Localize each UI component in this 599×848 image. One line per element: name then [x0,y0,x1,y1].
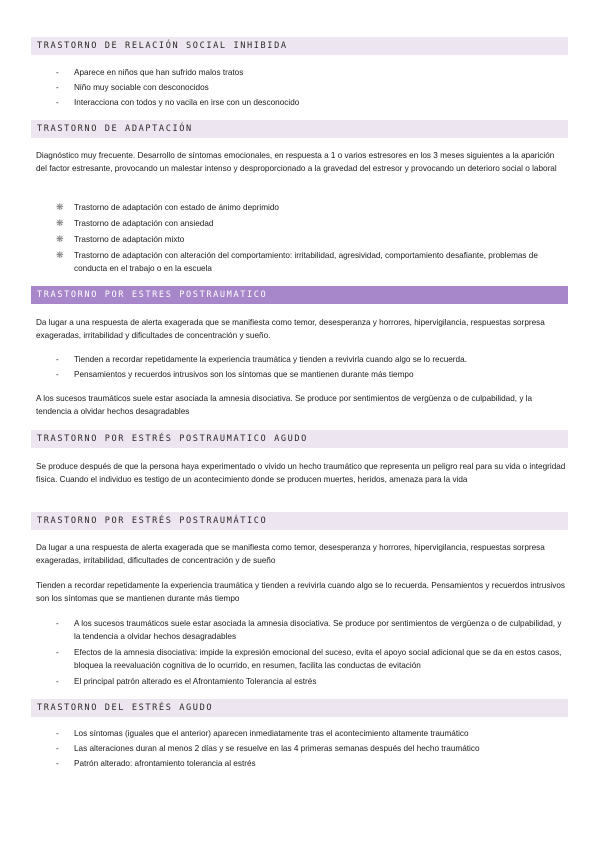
dash-bullet: - [56,759,59,768]
section-heading-relacion-social: TRASTORNO DE RELACIÓN SOCIAL INHIBIDA [31,37,568,55]
list-item-text: Los síntomas (iguales que el anterior) aparecen inmediatamente tras el acontecimiento altamente traumático [74,729,469,738]
dash-bullet: - [56,619,59,628]
list-item-text: Patrón alterado: afrontamiento tolerancia al estrés [74,759,256,768]
list-item-text: Aparece en niños que han sufrido malos tratos [74,68,244,77]
list-item [56,617,566,643]
list-item [56,353,566,366]
dash-bullet: - [56,98,59,107]
list-item-text: Trastorno de adaptación mixto [74,235,185,244]
list-item-text: A los sucesos traumáticos suele estar asociada la amnesia disociativa. Se produce por sentimientos de vergüenza o de culpabilidad, y la tendencia a olvidar hechos desagradables [74,619,562,641]
dash-bullet: - [56,677,59,686]
list-item-text: Pensamientos y recuerdos intrusivos son los síntomas que se mantienen durante más tiempo [74,370,414,379]
dash-bullet: - [56,355,59,364]
star-bullet-icon: ❋ [56,202,64,212]
list-item-text: Niño muy sociable con desconocidos [74,83,209,92]
list-item [56,81,566,94]
paragraph: Diagnóstico muy frecuente. Desarrollo de síntomas emocionales, en respuesta a 1 o varios estresores en los 3 meses siguientes a la aparición del factor estresante, provocando un malestar intenso y desproporcionado a la gravedad del estresor y provocando un deterioro social o laboral [36,151,557,173]
list-item [56,201,566,214]
list-item [56,646,566,672]
list-item [56,727,566,740]
paragraph: Da lugar a una respuesta de alerta exagerada que se manifiesta como temor, desesperanza y horrores, hipervigilancia, respuestas sorpresa exageradas, irritabilidad, dificultades de concentración y de sueño [36,543,545,565]
list-item [56,675,566,688]
paragraph: Da lugar a una respuesta de alerta exagerada que se manifiesta como temor, desesperanza y horrores, hipervigilancia, respuestas sorpresa exageradas, irritabilidad y dificultades de concentración y sueño. [36,318,545,340]
list-item [56,249,566,275]
list-item [56,233,566,246]
paragraph: Se produce después de que la persona haya experimentado o vivido un hecho traumático que representa un peligro real para su vida o integridad física. Cuando el individuo es testigo de un acontecimiento donde se producen muertes, heridos, amenaza para la vida [36,462,566,484]
star-bullet-icon: ❋ [56,218,64,228]
list-item-text: Trastorno de adaptación con alteración del comportamiento: irritabilidad, agresividad, comportamiento desafiante, problemas de conducta en el trabajo o en la escuela [74,251,538,273]
list-item [56,217,566,230]
dash-bullet: - [56,648,59,657]
list-item-text: Trastorno de adaptación con estado de ánimo deprimido [74,203,279,212]
list-item-text: Trastorno de adaptación con ansiedad [74,219,214,228]
list-item [56,742,566,755]
paragraph: Tienden a recordar repetidamente la experiencia traumática y tienden a revivirla cuando algo se lo recuerda. Pensamientos y recuerdos intrusivos son los síntomas que se mantienen durante más tiempo [36,581,565,603]
star-bullet-icon: ❋ [56,250,64,260]
list-item [56,66,566,79]
section-heading-postraumatico-agudo: TRASTORNO POR ESTRÉS POSTRAUMATICO AGUDO [31,430,568,448]
list-item-text: Las alteraciones duran al menos 2 días y se resuelve en las 4 primeras semanas después del hecho traumático [74,744,480,753]
section-heading-estres-postraumatico-2: TRASTORNO POR ESTRÉS POSTRAUMÁTICO [31,512,568,530]
star-bullet-icon: ❋ [56,234,64,244]
section-heading-adaptacion: TRASTORNO DE ADAPTACIÓN [31,120,568,138]
list-item [56,96,566,109]
list-item [56,368,566,381]
list-item-text: Tienden a recordar repetidamente la experiencia traumática y tienden a revivirla cuando algo se lo recuerda. [74,355,467,364]
section-heading-estres-agudo: TRASTORNO DEL ESTRÉS AGUDO [31,699,568,717]
dash-bullet: - [56,68,59,77]
list-item-text: Efectos de la amnesia disociativa: impide la expresión emocional del suceso, evita el apoyo social adicional que se da en estos casos, bloquea la reevaluación cognitiva de lo ocurrido, en resumen, facilita las conductas de evitación [74,648,562,670]
list-item-text: Interacciona con todos y no vacila en irse con un desconocido [74,98,300,107]
section-heading-estres-postraumatico: TRASTORNO POR ESTRES POSTRAUMATICO [31,286,568,304]
paragraph: A los sucesos traumáticos suele estar asociada la amnesia disociativa. Se produce por sentimientos de vergüenza o de culpabilidad, y la tendencia a olvidar hechos desagradables [36,394,533,416]
dash-bullet: - [56,744,59,753]
dash-bullet: - [56,729,59,738]
dash-bullet: - [56,83,59,92]
dash-bullet: - [56,370,59,379]
list-item [56,757,566,770]
list-item-text: El principal patrón alterado es el Afrontamiento Tolerancia al estrés [74,677,317,686]
